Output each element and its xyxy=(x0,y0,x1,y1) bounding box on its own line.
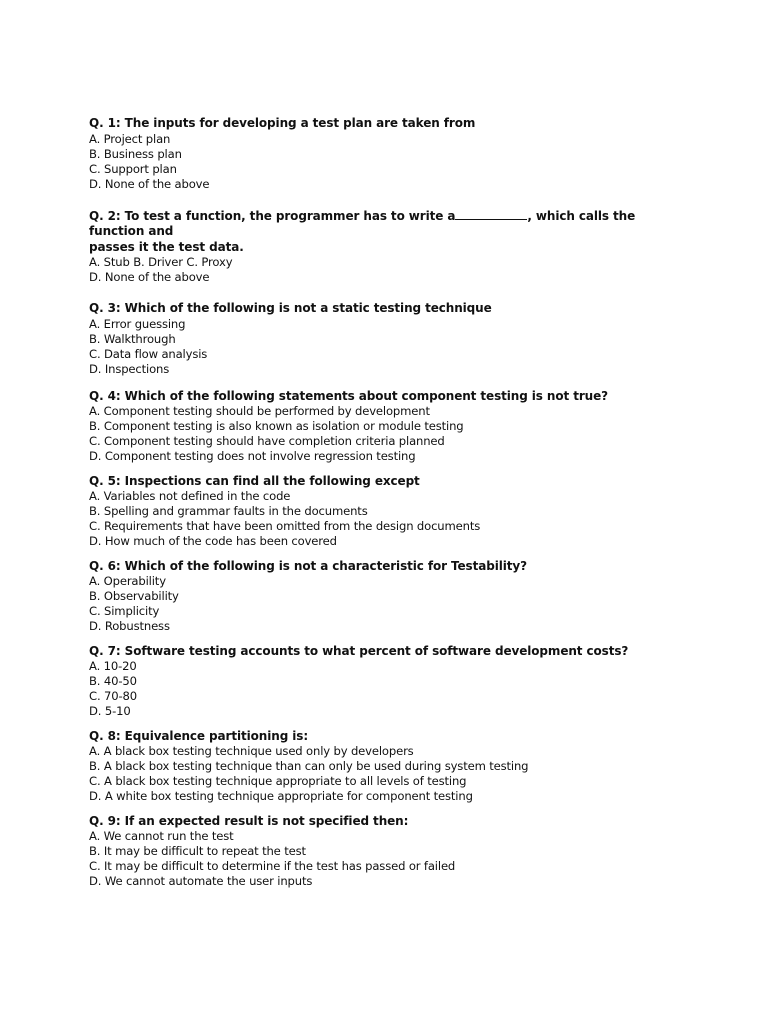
question-title: Q. 6: Which of the following is not a characteristic for Testability? xyxy=(89,558,527,573)
answer-option: C. Support plan xyxy=(89,161,177,176)
question-9 xyxy=(89,814,679,890)
question-title: Q. 5: Inspections can find all the following except xyxy=(89,473,420,488)
answer-option: A. We cannot run the test xyxy=(89,829,234,843)
question-title-part: , which calls the function and xyxy=(89,208,636,238)
question-8 xyxy=(89,729,679,805)
answer-option: B. Walkthrough xyxy=(89,331,176,346)
document-page xyxy=(89,116,679,899)
answer-option: C. 70-80 xyxy=(89,689,137,703)
answer-option: B. A black box testing technique than can only be used during system testing xyxy=(89,759,529,773)
answer-option: A. Component testing should be performed by development xyxy=(89,404,430,418)
answer-option: C. It may be difficult to determine if the test has passed or failed xyxy=(89,859,456,873)
question-title-part: Q. 2: To test a function, the programmer has to write a xyxy=(89,208,456,223)
answer-option: B. Observability xyxy=(89,589,179,603)
answer-option: A. Stub B. Driver C. Proxy xyxy=(89,255,233,269)
answer-option: A. Project plan xyxy=(89,131,171,146)
answer-option: A. 10-20 xyxy=(89,659,137,673)
answer-option: B. Business plan xyxy=(89,146,182,161)
answer-option: D. None of the above xyxy=(89,176,210,191)
answer-option: D. A white box testing technique appropriate for component testing xyxy=(89,789,473,803)
answer-option: A. Error guessing xyxy=(89,316,186,331)
answer-option: D. None of the above xyxy=(89,270,210,284)
question-3 xyxy=(89,301,679,377)
question-title: Q. 3: Which of the following is not a static testing technique xyxy=(89,301,492,315)
question-1 xyxy=(89,116,679,192)
answer-option: D. 5-10 xyxy=(89,704,131,718)
question-2 xyxy=(89,208,679,286)
question-title-line2: passes it the test data. xyxy=(89,239,244,254)
answer-option: B. Component testing is also known as isolation or module testing xyxy=(89,419,464,433)
answer-option: D. How much of the code has been covered xyxy=(89,534,337,548)
question-title: Q. 7: Software testing accounts to what percent of software development costs? xyxy=(89,643,629,658)
answer-option: A. A black box testing technique used only by developers xyxy=(89,744,414,758)
question-title xyxy=(89,208,679,240)
answer-option: D. Robustness xyxy=(89,619,170,633)
answer-option: C. Requirements that have been omitted from the design documents xyxy=(89,519,481,533)
answer-option: B. 40-50 xyxy=(89,674,137,688)
answer-option: D. We cannot automate the user inputs xyxy=(89,874,313,888)
question-title: Q. 8: Equivalence partitioning is: xyxy=(89,728,309,743)
answer-option: D. Component testing does not involve regression testing xyxy=(89,449,416,463)
answer-option: A. Operability xyxy=(89,574,166,588)
answer-option: C. Data flow analysis xyxy=(89,346,208,361)
answer-option: C. Simplicity xyxy=(89,604,160,618)
answer-option: D. Inspections xyxy=(89,361,170,376)
answer-option: B. It may be difficult to repeat the test xyxy=(89,844,306,858)
question-title: Q. 9: If an expected result is not specified then: xyxy=(89,813,409,828)
answer-option: C. A black box testing technique appropriate to all levels of testing xyxy=(89,774,467,788)
answer-option: B. Spelling and grammar faults in the documents xyxy=(89,504,368,518)
answer-option: A. Variables not defined in the code xyxy=(89,489,291,503)
question-7 xyxy=(89,644,679,720)
question-5 xyxy=(89,474,679,550)
answer-option: C. Component testing should have completion criteria planned xyxy=(89,434,445,448)
question-6 xyxy=(89,559,679,635)
question-title: Q. 1: The inputs for developing a test plan are taken from xyxy=(89,116,476,130)
question-4 xyxy=(89,389,679,465)
question-title: Q. 4: Which of the following statements about component testing is not true? xyxy=(89,388,609,403)
fill-in-blank xyxy=(455,208,527,220)
